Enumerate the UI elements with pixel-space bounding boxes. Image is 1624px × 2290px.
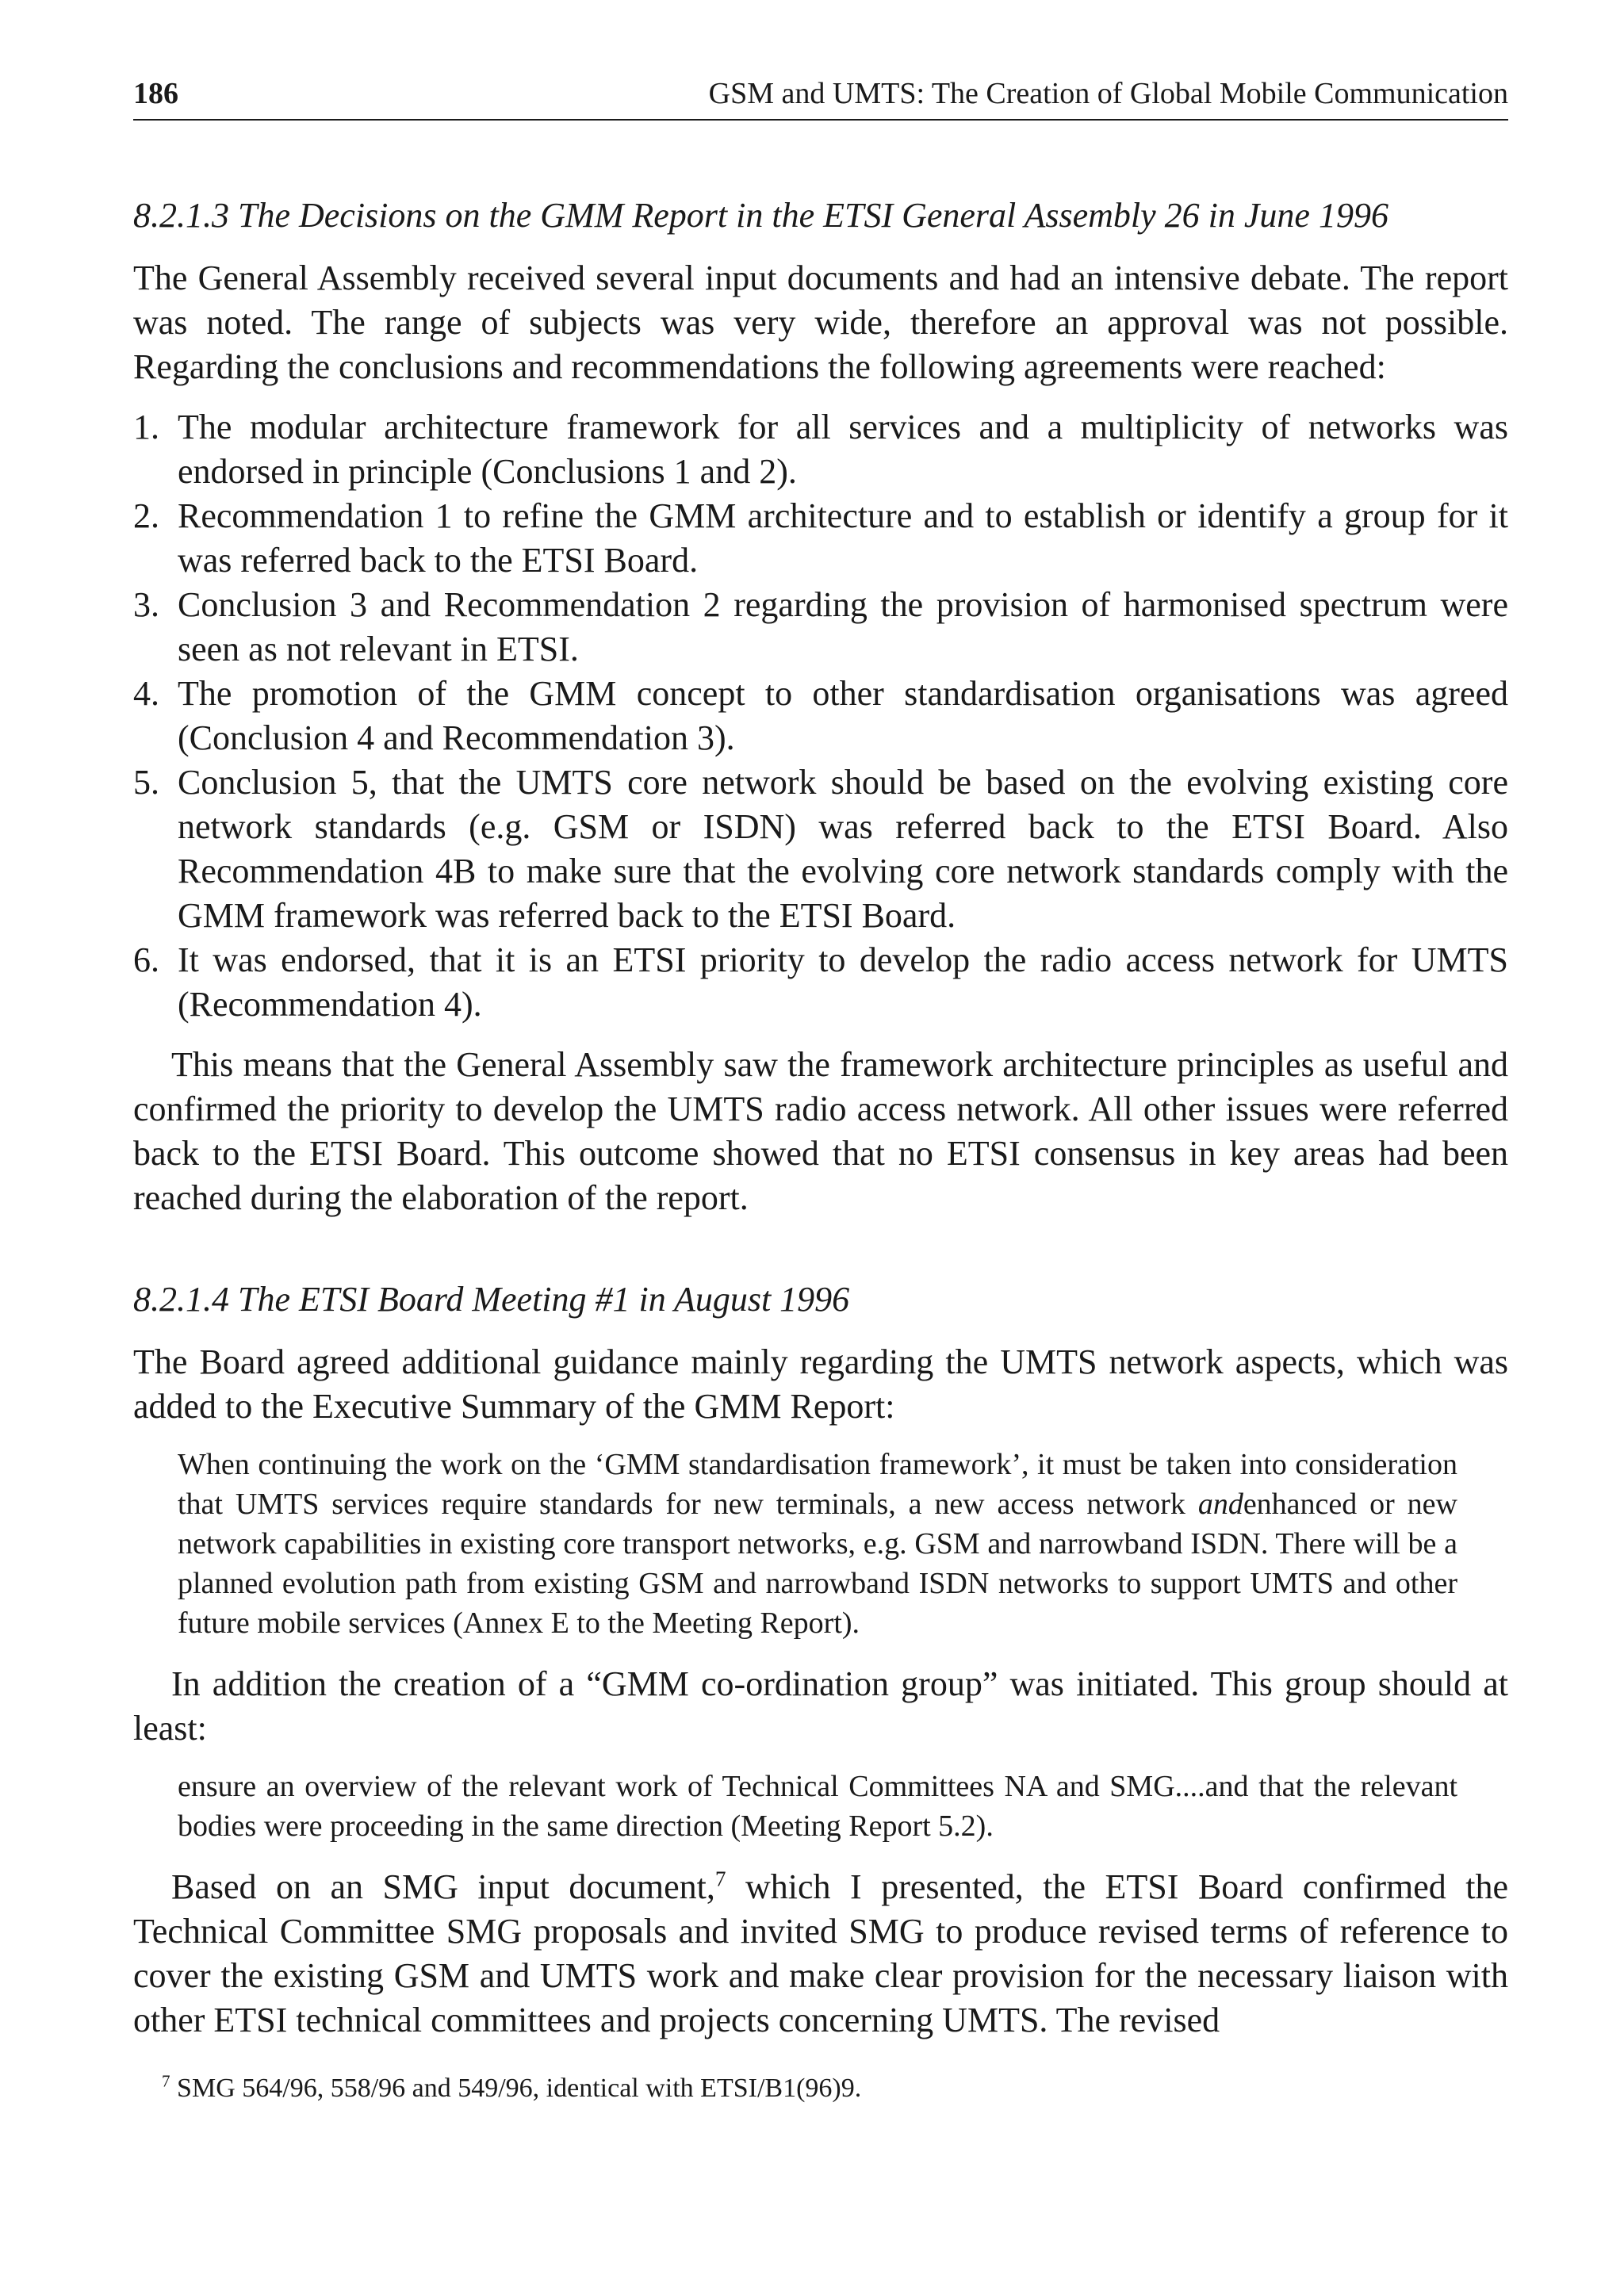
footnote-marker: 7: [162, 2071, 170, 2091]
list-item-number: 5.: [133, 762, 159, 802]
section-heading-8-2-1-3: 8.2.1.3 The Decisions on the GMM Report in the ETSI General Assembly 26 in June 1996: [133, 195, 1388, 235]
list-item: [133, 672, 1508, 760]
page-number: 186: [133, 77, 178, 110]
list-item: [133, 405, 1508, 494]
list-item: [133, 583, 1508, 672]
list-item-number: 1.: [133, 407, 159, 446]
footnote: [162, 2071, 1508, 2106]
meeting-report-quote: ensure an overview of the relevant work of Technical Committees NA and SMG....and that the relevant bodies were proceeding in the same direction (Meeting Report 5.2).: [178, 1769, 1457, 1843]
decisions-list: [133, 405, 1508, 1027]
paragraph-text-start: Based on an SMG input document,: [171, 1867, 715, 1906]
list-item-text: Recommendation 1 to refine the GMM architecture and to establish or identify a group for it was referred back to the ETSI Board.: [178, 496, 1508, 580]
section1-intro-paragraph: The General Assembly received several input documents and had an intensive debate. The report was noted. The range of subjects was very wide, therefore an approval was not possible. Regarding the conclusions and recommendations the following agreements were reached:: [133, 258, 1508, 386]
paragraph-text-end: which I presented, the ETSI Board confirmed the Technical Committee SMG proposals and invited SMG to produce revised terms of reference to cover the existing GSM and UMTS work and make clear provision for the necessary liaison with other ETSI technical committees and projects concerning UMTS. The revised: [133, 1867, 1508, 2039]
list-item-text: The promotion of the GMM concept to other standardisation organisations was agreed (Conclusion 4 and Recommendation 3).: [178, 673, 1508, 757]
smg-proposal-paragraph: [133, 1865, 1508, 2043]
coordination-group-paragraph: In addition the creation of a “GMM co-ordination group” was initiated. This group should at least:: [133, 1664, 1508, 1748]
footnote-text: SMG 564/96, 558/96 and 549/96, identical with ETSI/B1(96)9.: [170, 2073, 862, 2103]
quote-italic-word: and: [1197, 1487, 1243, 1521]
list-item: [133, 494, 1508, 583]
list-item-text: Conclusion 3 and Recommendation 2 regarding the provision of harmonised spectrum were seen as not relevant in ETSI.: [178, 584, 1508, 668]
list-item-text: The modular architecture framework for all services and a multiplicity of networks was endorsed in principle (Conclusions 1 and 2).: [178, 407, 1508, 491]
running-title: GSM and UMTS: The Creation of Global Mobile Communication: [708, 77, 1508, 110]
list-item-number: 3.: [133, 584, 159, 624]
running-header: [133, 76, 1508, 121]
list-item-text: It was endorsed, that it is an ETSI priority to develop the radio access network for UMTS (Recommendation 4).: [178, 940, 1508, 1024]
list-item-number: 2.: [133, 496, 159, 535]
section-heading-8-2-1-4: 8.2.1.4 The ETSI Board Meeting #1 in August 1996: [133, 1279, 850, 1319]
footnote-reference: 7: [714, 1866, 726, 1890]
list-item-number: 4.: [133, 673, 159, 713]
quote-text-start: When continuing the work on the ‘GMM standardisation framework’, it must be taken into consideration that UMTS services require standards for new terminals, a new access network: [178, 1447, 1457, 1521]
list-item-text: Conclusion 5, that the UMTS core network should be based on the evolving existing core network standards (e.g. GSM or ISDN) was referred back to the ETSI Board. Also Recommendation 4B to make sure that the evolving core network standards comply with the GMM framework was referred back to the ETSI Board.: [178, 762, 1508, 935]
list-item: [133, 938, 1508, 1027]
book-page: [133, 76, 1508, 2106]
list-item: [133, 760, 1508, 938]
list-item-number: 6.: [133, 940, 159, 979]
section1-summary-paragraph: This means that the General Assembly saw the framework architecture principles as useful and confirmed the priority to develop the UMTS radio access network. All other issues were referred back to the ETSI Board. This outcome showed that no ETSI consensus in key areas had been reached during the elaboration of the report.: [133, 1044, 1508, 1217]
section2-intro-paragraph: The Board agreed additional guidance mainly regarding the UMTS network aspects, which was added to the Executive Summary of the GMM Report:: [133, 1342, 1508, 1426]
executive-summary-quote: [178, 1445, 1457, 1643]
quote-text-end: enhanced or new network capabilities in existing core transport networks, e.g. GSM and narrowband ISDN. There will be a planned evolution path from existing GSM and narrowband ISDN networks to support UMTS and other future mobile services (Annex E to the Meeting Report).: [178, 1487, 1457, 1640]
